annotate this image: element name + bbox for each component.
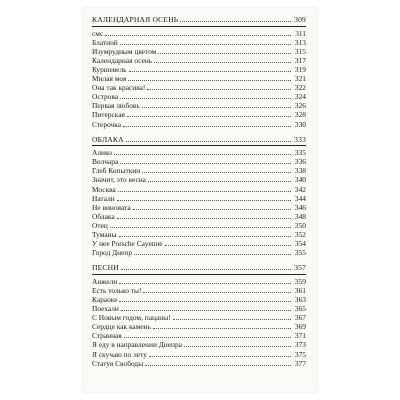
entry-title: Не виновата <box>92 202 131 212</box>
entry-page-number: 375 <box>294 349 306 359</box>
entry-title: Туманы <box>92 229 117 239</box>
entry-page-number: 369 <box>294 322 306 332</box>
dot-leader <box>180 12 291 22</box>
entry-title: Анжели <box>92 276 118 286</box>
entry-title: Милая моя <box>92 74 127 84</box>
entry-page-number: 319 <box>294 64 306 74</box>
entry-title: Есть только ты! <box>92 285 142 295</box>
entry-title: Отец <box>92 220 108 230</box>
entry-title: Стерочка <box>92 119 122 129</box>
entry-title: Питерская <box>92 110 125 120</box>
toc-section <box>92 135 306 258</box>
entry-page-number: 340 <box>294 175 306 185</box>
dot-leader <box>126 132 291 142</box>
toc-section <box>92 263 306 367</box>
entry-page-number: 348 <box>294 211 306 221</box>
entry-title: Первая любовь <box>92 101 140 111</box>
entry-title: Странная <box>92 331 122 341</box>
entry-page-number: 361 <box>294 285 306 295</box>
entry-title: смс <box>92 28 104 38</box>
section-title: ОБЛАКА <box>92 134 124 144</box>
entry-title: Глеб Копыткин <box>92 166 141 176</box>
entry-title: Блатной <box>92 37 118 47</box>
entry-title: Я скучаю по лету <box>92 349 147 359</box>
section-title: КАЛЕНДАРНАЯ ОСЕНЬ <box>92 15 179 24</box>
entry-page-number: 328 <box>294 110 306 120</box>
entry-title: Куршевель <box>92 64 127 74</box>
entry-page-number: 354 <box>294 239 306 249</box>
section-heading <box>92 135 306 144</box>
dot-leader <box>121 260 291 270</box>
entry-title: Изумрудным цветом <box>92 46 157 56</box>
section-page-number: 309 <box>294 15 306 24</box>
entry-title: Статуя Свободы <box>92 358 144 368</box>
entry-title: Острова <box>92 92 119 102</box>
entry-title: Сердце как камень <box>92 322 151 332</box>
entry-page-number: 315 <box>294 46 306 56</box>
entry-page-number: 371 <box>294 331 306 341</box>
section-page-number: 357 <box>294 263 306 273</box>
dot-leader <box>145 356 291 366</box>
entry-page-number: 350 <box>294 220 306 230</box>
entry-page-number: 342 <box>294 184 306 194</box>
entry-page-number: 355 <box>294 248 306 258</box>
toc-entry <box>92 119 306 128</box>
entry-page-number: 377 <box>294 358 306 368</box>
entry-page-number: 324 <box>294 92 306 102</box>
entry-title: Значит, это весна <box>92 175 146 185</box>
toc-entry <box>92 248 306 257</box>
dot-leader <box>123 117 291 127</box>
section-title: ПЕСНИ <box>92 263 119 273</box>
entry-title: У нее Porsche Cayenne <box>92 239 163 249</box>
table-of-contents <box>92 15 306 368</box>
entry-page-number: 335 <box>294 148 306 158</box>
book-page <box>84 8 316 392</box>
entry-page-number: 330 <box>294 119 306 129</box>
entry-page-number: 365 <box>294 304 306 314</box>
section-heading <box>92 15 306 24</box>
entry-title: С Новым годом, пацаны! <box>92 313 171 323</box>
entry-page-number: 363 <box>294 294 306 304</box>
entry-page-number: 321 <box>294 74 306 84</box>
entry-title: Она так красива! <box>92 83 146 93</box>
entry-page-number: 352 <box>294 229 306 239</box>
entry-page-number: 346 <box>294 202 306 212</box>
entry-page-number: 311 <box>295 28 306 38</box>
entry-page-number: 326 <box>294 101 306 111</box>
entry-page-number: 344 <box>294 193 306 203</box>
entry-title: Поехали <box>92 304 119 314</box>
entry-title: Город Днепр <box>92 248 133 258</box>
entry-title: Я еду в направлении Днепра <box>92 340 182 350</box>
entry-page-number: 336 <box>294 157 306 167</box>
entry-page-number: 338 <box>294 166 306 176</box>
entry-page-number: 359 <box>294 276 306 286</box>
entry-page-number: 317 <box>294 55 306 65</box>
section-page-number: 333 <box>294 134 306 144</box>
entry-title: Москва <box>92 184 116 194</box>
dot-leader <box>134 245 291 255</box>
toc-section <box>92 15 306 129</box>
entry-page-number: 367 <box>294 313 306 323</box>
entry-page-number: 322 <box>294 83 306 93</box>
entry-title: Натали <box>92 193 115 203</box>
section-heading <box>92 263 306 272</box>
entry-title: Календарная осень <box>92 55 153 65</box>
entry-page-number: 373 <box>294 340 306 350</box>
toc-entry <box>92 359 306 368</box>
entry-title: Алико <box>92 148 112 158</box>
entry-title: Караоке <box>92 294 118 304</box>
entry-page-number: 313 <box>294 37 306 47</box>
entry-title: Облака <box>92 211 115 221</box>
entry-title: Волчара <box>92 157 119 167</box>
